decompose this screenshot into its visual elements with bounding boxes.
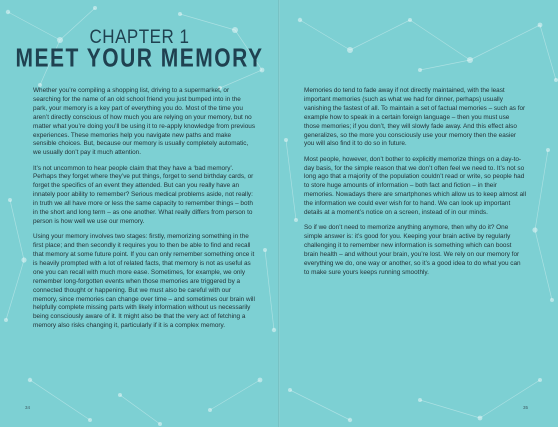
paragraph: So if we don’t need to memorize anything anymore, then why do it? One simple answer is: it’s good for you. Keeping your brain active by regularly challenging it to remember new information is something which can boost brain health – and without your brain, you’re lost. We rely on our memory for everything we do, one way or another, so it’s a good idea to do what you can to make sure yours keeps running smoothly.: [304, 224, 521, 276]
chapter-title: MEET YOUR MEMORY: [15, 44, 264, 73]
right-page-body: [304, 87, 526, 284]
page-number-left: 34: [25, 405, 31, 410]
paragraph: Whether you’re compiling a shopping list, driving to a supermarket, or searching for the name of an old school friend you just bumped into in the park, your memory is a key part of everything you do. Most of the time you aren’t directly conscious of how much you are relying on your memory, but no matter what you’re doing you’ll be using it to re-apply knowledge from previous experiences. These memories help you navigate new paths and make sensible choices. But, because our memory is usually completely automatic, we usually don’t pay it much attention.: [33, 87, 256, 157]
paragraph: It’s not uncommon to hear people claim that they have a ‘bad memory’. Perhaps they forget where they’ve put things, forget to send birthday cards, or forget the specifics of an event they attended. But can you really have an innately poor ability to remember? Serious medical problems aside, not really: in truth we all have more or less the same capacity to remember things – both in the short and long term – as one another. What really differs from person to person is how well we use our memory.: [33, 164, 254, 225]
left-page-body: [33, 87, 255, 337]
paragraph: Most people, however, don’t bother to explicitly memorize things on a day-to-day basis, for the simple reason that we don’t often feel we need to. It’s not so long ago that a majority of the population couldn’t read or write, so people had to store huge amounts of information – both fact and fiction – in their memories. Nowadays there are smartphones which allow us to keep almost all the information we could ever wish for to hand. We can look up important details at a moment’s notice on a screen, instead of in our minds.: [304, 155, 526, 217]
paragraph: Memories do tend to fade away if not directly maintained, with the least important memories (such as what we had for dinner, perhaps) usually vanishing the fastest of all. To maintain a set of factual memories – such as for example how to speak in a certain foreign language – then you must use those memories; if you don’t, they will slowly fade away. And this effect also generalizes, so the more you consciously use your memory then the easier you will also find it to do so in future.: [304, 87, 526, 148]
page-number-right: 35: [523, 405, 529, 410]
chapter-number: CHAPTER 1: [89, 25, 190, 48]
paragraph: Using your memory involves two stages: firstly, memorizing something in the first place; and then secondly it requires you to then be able to find and recall that memory at some future point. If you can only remember something once it is heavily prompted with a lot of related facts, that memory is not as useful as one you can recall with much more ease. Sometimes, for example, we only remember long-forgotten events when those memories are triggered by a connected thought or happening. But we must also be careful with our memory, since memories can change over time – and sometimes our brain will helpfully complete missing parts with likely information without us necessarily being consciously aware of it. It might also be that the very act of fetching a memory also risks changing it, particularly if it is a complex memory.: [33, 233, 255, 330]
